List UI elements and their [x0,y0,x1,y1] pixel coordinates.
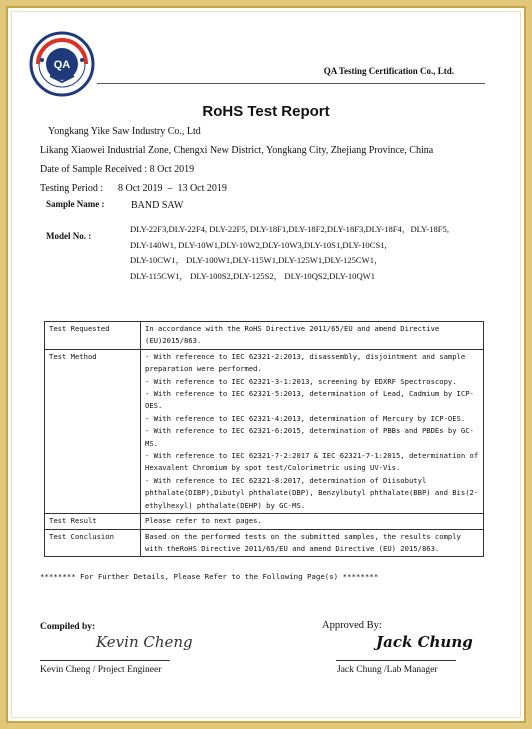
date-received: Date of Sample Received : 8 Oct 2019 [40,164,195,175]
client-address: Likang Xiaowei Industrial Zone, Chengxi New District, Yongkang City, Zhejiang Province, China [40,145,434,156]
row-value [141,514,484,529]
table-row [45,349,484,513]
table-row [45,514,484,529]
method-line: - With reference to IEC 62321-5:2013, determination of Lead, Cadmium by ICP-OES. [145,389,474,411]
row-value [141,349,484,513]
sample-name-value: BAND SAW [131,200,184,211]
qa-testing-logo [28,30,96,98]
row-value [141,529,484,557]
model-line: DLY-140W1, DLY-10W1,DLY-10W2,DLY-10W3,DLY-10S1,DLY-10CS1, [130,239,387,250]
model-line: DLY-10CW1， DLY-100W1,DLY-115W1,DLY-125W1,DLY-125CW1， [130,255,383,265]
method-line: - With reference to IEC 62321-8:2017, determination of Diisobutyl phthalate(DIBP),Dibutyl phthalate(DBP), Benzylbutyl phthalate(BBP) and Bis(2-ethylhexyl) phthalate(DEHP) by GC-MS. [145,475,479,510]
testing-period-label: Testing Period : [40,183,104,194]
company-header: QA Testing Certification Co., Ltd. [323,66,454,76]
further-details-note: ******** For Further Details, Please Refer to the Following Page(s) ******** [40,572,379,581]
compiled-signature: Kevin Cheng [96,633,193,651]
model-line: DLY-22F3,DLY-22F4, DLY-22F5, DLY-18F1,DLY-18F2,DLY-18F3,DLY-18F4，DLY-18F5, [130,224,449,234]
model-no-label: Model No. : [46,231,92,241]
method-line: - With reference to IEC 62321-6:2015, determination of PBBs and PBDEs by GC-MS. [145,426,474,448]
row-value-line: Based on the performed tests on the submitted samples, the results comply with theRoHS Directive 2011/65/EU and amend Directive (EU) 2015/863. [145,531,461,553]
report-title: RoHS Test Report [202,103,330,120]
method-line: - With reference to IEC 62321-3-1:2013, screening by EDXRF Spectroscopy. [145,376,457,386]
row-key: Test Requested [45,322,141,350]
client-name: Yongkang Yike Saw Industry Co., Ltd [48,126,201,137]
row-value-line: Please refer to next pages. [145,516,262,526]
method-line: - With reference to IEC 62321-2:2013, disassembly, disjointment and sample preparation were performed. [145,351,466,374]
row-value-line: In accordance with the RoHS Directive 2011/65/EU and amend Directive (EU)2015/863. [145,324,440,346]
compiled-by-name: Kevin Cheng / Project Engineer [40,665,162,675]
approved-signature: Jack Chung [376,633,473,651]
sample-name-label: Sample Name : [46,199,105,209]
header-divider [97,83,485,84]
approved-by-name: Jack Chung /Lab Manager [337,665,438,675]
row-key: Test Conclusion [45,529,141,557]
model-line: DLY-115CW1， DLY-100S2,DLY-125S2， DLY-10QS2,DLY-10QW1 [130,270,376,281]
approved-by-label: Approved By: [322,620,382,631]
table-row [45,322,484,350]
table-row [45,529,484,557]
method-line: - With reference to IEC 62321-7-2:2017 & IEC 62321-7-1:2015, determination of Hexavalent Chromium by spot test/Colorimetric using UV-Vis. [145,451,479,473]
compiled-by-label: Compiled by: [40,622,96,632]
testing-period-value: 8 Oct 2019 – 13 Oct 2019 [118,183,227,194]
method-line: - With reference to IEC 62321-4:2013, determination of Mercury by ICP-OES. [145,413,466,423]
approved-signature-line [336,660,456,661]
row-key: Test Method [45,349,141,513]
svg-text:QA: QA [53,59,71,71]
model-list [130,222,500,284]
test-summary-table [44,321,484,557]
row-value [141,322,484,350]
row-key: Test Result [45,514,141,529]
compiled-signature-line [40,660,170,661]
